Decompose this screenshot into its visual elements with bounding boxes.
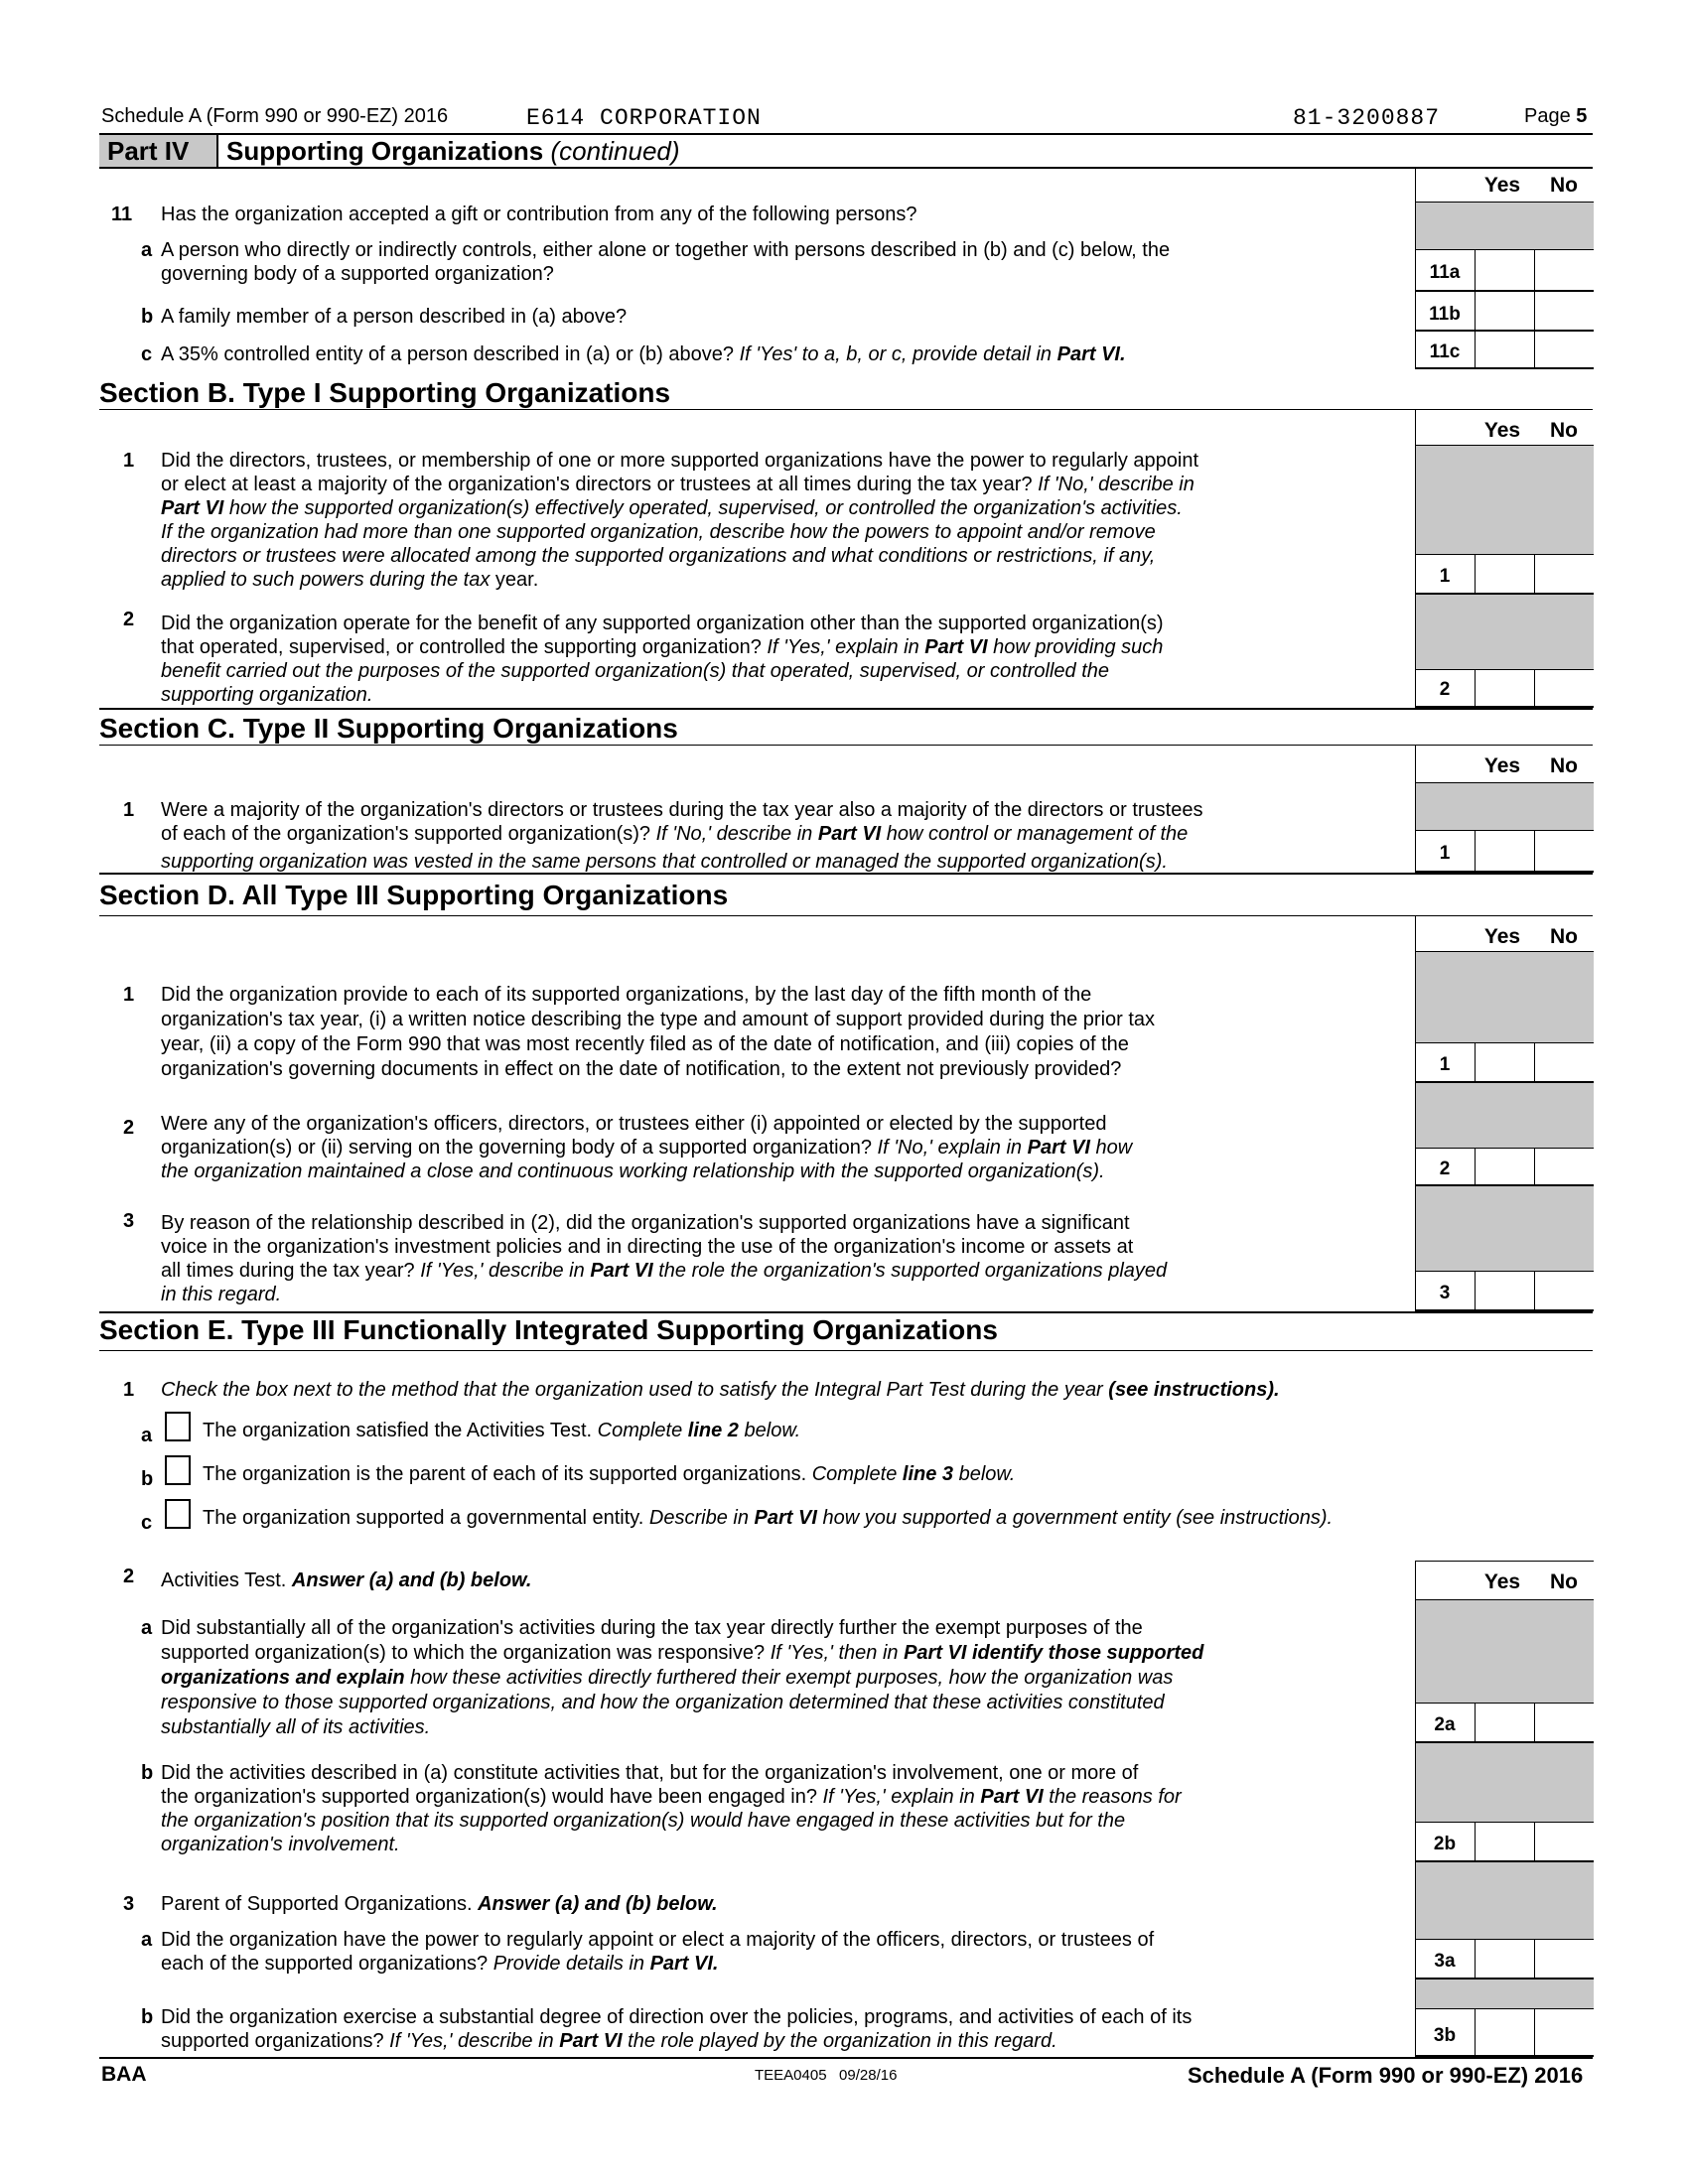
section-d-q1-line4: organization's governing documents in effect on the date of notification, to the extent not previously provided? bbox=[161, 1058, 1122, 1080]
section-e-q2b-text bbox=[161, 1761, 1328, 1856]
q11a-yes-cell[interactable] bbox=[1475, 250, 1534, 292]
section-e-q2b-line2a: the organization's supported organization(s) would have been engaged in? bbox=[161, 1786, 817, 1808]
section-d-q3-line3c: Part VI bbox=[590, 1260, 653, 1282]
section-e-q3b-line2 bbox=[161, 2029, 1328, 2053]
section-b-q1-line3-text: how the supported organization(s) effectively operated, supervised, or controlled the organization's activities. bbox=[228, 497, 1183, 519]
option-a-letter: a bbox=[141, 1425, 153, 1446]
section-e-q2a-no-cell[interactable] bbox=[1534, 1704, 1594, 1743]
section-e-q3b-yes-cell[interactable] bbox=[1475, 2009, 1534, 2057]
no-header: No bbox=[1550, 174, 1578, 197]
section-e-q2a-line2c: Part VI identify those supported bbox=[904, 1642, 1204, 1664]
section-e-q2b-line2c: Part VI bbox=[980, 1786, 1044, 1808]
option-b-plain: The organization is the parent of each of its supported organizations. bbox=[203, 1463, 807, 1485]
q11-num: 11 bbox=[111, 204, 133, 225]
form-title: Schedule A (Form 990 or 990-EZ) 2016 bbox=[101, 105, 449, 127]
option-c-checkbox[interactable] bbox=[165, 1499, 191, 1529]
option-a-plain: The organization satisfied the Activities Test. bbox=[203, 1420, 593, 1441]
q11b-yes-cell[interactable] bbox=[1475, 292, 1534, 332]
section-d-q2-shade bbox=[1415, 1083, 1594, 1149]
section-b-q2-num: 2 bbox=[123, 609, 135, 630]
section-e-q3a-line-label: 3a bbox=[1434, 1951, 1456, 1972]
ein: 81-3200887 bbox=[1293, 105, 1441, 131]
section-d-q1-line2: organization's tax year, (i) a written notice describing the type and amount of support provided during the prior tax bbox=[161, 1009, 1156, 1030]
section-d-q2-text bbox=[161, 1112, 1328, 1183]
section-d-q3-line3a: all times during the tax year? bbox=[161, 1260, 415, 1282]
section-e-q3a-yes-cell[interactable] bbox=[1475, 1940, 1534, 1979]
section-e-q2a-shade bbox=[1415, 1600, 1594, 1704]
section-c-q1-line2a: of each of the organization's supported organization(s)? bbox=[161, 823, 651, 845]
section-e-q2a-yes-cell[interactable] bbox=[1475, 1704, 1534, 1743]
option-b-checkbox[interactable] bbox=[165, 1455, 191, 1485]
section-c-no-header: No bbox=[1550, 754, 1578, 777]
section-e-title: Section E. Type III Functionally Integrated Supporting Organizations bbox=[99, 1314, 998, 1345]
section-e-q2-text bbox=[161, 1569, 1328, 1592]
yes-header: Yes bbox=[1483, 174, 1521, 197]
section-e-q2b-line2d: the reasons for bbox=[1049, 1786, 1182, 1808]
option-a-italic2: below. bbox=[744, 1420, 801, 1441]
part-title-text: Supporting Organizations bbox=[226, 136, 544, 166]
part-title-suffix: (continued) bbox=[550, 136, 680, 166]
q11-text: Has the organization accepted a gift or contribution from any of the following persons? bbox=[161, 204, 917, 225]
section-d-q1-line-label: 1 bbox=[1439, 1054, 1451, 1075]
section-d-q2-yes-cell[interactable] bbox=[1475, 1149, 1534, 1186]
section-b-yes-header: Yes bbox=[1483, 419, 1521, 442]
part-label-text: Part IV bbox=[107, 136, 190, 166]
section-d-q2-line2d: how bbox=[1095, 1137, 1133, 1159]
section-d-q2-num: 2 bbox=[123, 1117, 135, 1139]
section-e-q2b-no-cell[interactable] bbox=[1534, 1823, 1594, 1862]
section-b-q2-shade bbox=[1415, 595, 1594, 670]
option-b-italic1: Complete bbox=[811, 1463, 898, 1485]
page-number bbox=[1524, 105, 1587, 128]
section-e-q2a-line4: responsive to those supported organizations, and how the organization determined that these activities constituted bbox=[161, 1692, 1165, 1713]
section-e-q2a-letter: a bbox=[141, 1617, 153, 1639]
q11a-line2: governing body of a supported organization? bbox=[161, 263, 554, 285]
section-b-title: Section B. Type I Supporting Organizations bbox=[99, 377, 671, 408]
section-b-q1-num: 1 bbox=[123, 450, 135, 472]
section-b-q1-text bbox=[161, 449, 1328, 592]
section-e-q3b-shade bbox=[1415, 1979, 1594, 2009]
section-e-q2-plain: Activities Test. bbox=[161, 1570, 287, 1591]
option-c-italic2: how you supported a government entity (see instructions). bbox=[822, 1507, 1334, 1529]
section-d-q1-text bbox=[161, 983, 1328, 1082]
section-e-q2b-line3: the organization's position that its supported organization(s) would have engaged in these activities but for the bbox=[161, 1810, 1126, 1832]
section-e-q2b-yes-cell[interactable] bbox=[1475, 1823, 1534, 1862]
option-c-bold: Part VI bbox=[754, 1507, 817, 1529]
footer-schedule: Schedule A (Form 990 or 990-EZ) 2016 bbox=[1188, 2063, 1584, 2088]
option-c-letter: c bbox=[141, 1512, 153, 1534]
section-d-q3-line3d: the role the organization's supported organizations played bbox=[658, 1260, 1168, 1282]
section-d-q2-line3: the organization maintained a close and continuous working relationship with the supported organization(s). bbox=[161, 1160, 1105, 1182]
section-d-q2-line2a: organization(s) or (ii) serving on the governing body of a supported organization? bbox=[161, 1137, 872, 1159]
section-e-q2a-line3b: how these activities directly furthered their exempt purposes, how the organization was bbox=[410, 1667, 1174, 1689]
section-e-q2b-line2 bbox=[161, 1785, 1328, 1809]
section-e-q2a-line-label: 2a bbox=[1434, 1714, 1456, 1735]
section-b-q1-line1: Did the directors, trustees, or membership of one or more supported organizations have the power to regularly appoint bbox=[161, 450, 1198, 472]
section-c-q1-line2b: If 'No,' describe in bbox=[655, 823, 813, 845]
section-d-q3-shade bbox=[1415, 1186, 1594, 1272]
section-b-q1-line3 bbox=[161, 496, 1328, 520]
option-b-letter: b bbox=[141, 1468, 154, 1490]
section-e-q2-bold: Answer (a) and (b) below. bbox=[291, 1570, 532, 1591]
section-e-q1-italic: Check the box next to the method that the organization used to satisfy the Integral Part Test during the year bbox=[161, 1379, 1103, 1401]
section-e-q2a-text bbox=[161, 1616, 1328, 1740]
section-b-q1-shade bbox=[1415, 446, 1594, 555]
section-c-q1-line-label: 1 bbox=[1439, 843, 1451, 864]
section-e-q3b-line1: Did the organization exercise a substantial degree of direction over the policies, programs, and activities of each of its bbox=[161, 2006, 1193, 2028]
section-d-q2-line2 bbox=[161, 1136, 1328, 1160]
answer-header-cell bbox=[1415, 167, 1594, 203]
section-d-q1-line3: year, (ii) a copy of the Form 990 that was most recently filed as of the date of notification, and (iii) copies of the bbox=[161, 1033, 1129, 1055]
section-b-q2-line4: supporting organization. bbox=[161, 684, 373, 706]
option-b-bold: line 3 bbox=[902, 1463, 954, 1485]
section-e-q2a-line2a: supported organization(s) to which the organization was responsive? bbox=[161, 1642, 766, 1664]
section-c-q1-line2c: Part VI bbox=[817, 823, 882, 845]
page-num: 5 bbox=[1576, 105, 1588, 127]
option-a-bold: line 2 bbox=[687, 1420, 739, 1441]
section-d-q3-line3b: If 'Yes,' describe in bbox=[420, 1260, 585, 1282]
section-d-q3-line1: By reason of the relationship described in (2), did the organization's supported organizations have a significant bbox=[161, 1212, 1130, 1234]
section-e-q3b-line2b: If 'Yes,' describe in bbox=[389, 2030, 554, 2052]
q11c-yes-cell[interactable] bbox=[1475, 332, 1534, 369]
section-b-q1-line3-bold: Part VI bbox=[161, 497, 224, 519]
section-d-q2-line-label: 2 bbox=[1439, 1159, 1451, 1179]
option-b-italic2: below. bbox=[958, 1463, 1016, 1485]
section-e-q3a-text bbox=[161, 1928, 1328, 1976]
q11a-text bbox=[161, 238, 1328, 286]
section-c-q1-num: 1 bbox=[123, 799, 135, 821]
option-b-text bbox=[203, 1463, 1015, 1486]
section-e-q3b-line2c: Part VI bbox=[559, 2030, 623, 2052]
part-label bbox=[99, 135, 218, 167]
section-e-q3-bold: Answer (a) and (b) below. bbox=[478, 1893, 718, 1915]
section-e-q2b-line2b: If 'Yes,' explain in bbox=[822, 1786, 975, 1808]
part-title bbox=[226, 135, 680, 167]
section-e-q3b-text bbox=[161, 2005, 1328, 2053]
q11c-no-cell[interactable] bbox=[1534, 332, 1594, 369]
q11c-bold: Part VI. bbox=[1056, 343, 1126, 365]
section-e-q3b-line-label: 3b bbox=[1433, 2025, 1457, 2046]
section-b-q1-no-cell[interactable] bbox=[1534, 555, 1594, 595]
section-b-q1-line-label: 1 bbox=[1439, 566, 1451, 587]
q11b-letter: b bbox=[141, 306, 154, 328]
section-d-q2-no-cell[interactable] bbox=[1534, 1149, 1594, 1186]
section-e-q3b-line2a: supported organizations? bbox=[161, 2030, 384, 2052]
q11a-line-label: 11a bbox=[1429, 262, 1461, 283]
section-b-q1-line6 bbox=[161, 568, 1328, 592]
option-a-checkbox[interactable] bbox=[165, 1412, 191, 1441]
section-b-q1-line6b: year. bbox=[494, 569, 539, 591]
section-d-q3-line3 bbox=[161, 1259, 1328, 1283]
section-b-q2-yes-cell[interactable] bbox=[1475, 670, 1534, 708]
q11c-line-label: 11c bbox=[1429, 341, 1461, 362]
section-e-q3a-line2 bbox=[161, 1952, 1328, 1976]
option-c-text bbox=[203, 1507, 1333, 1530]
option-c-italic1: Describe in bbox=[648, 1507, 749, 1529]
section-e-q3-plain: Parent of Supported Organizations. bbox=[161, 1893, 473, 1915]
section-b-q2-line-label: 2 bbox=[1439, 679, 1451, 700]
section-b-q2-line3: benefit carried out the purposes of the supported organization(s) that operated, supervised, or controlled the bbox=[161, 660, 1110, 682]
section-d-q3-line4: in this regard. bbox=[161, 1284, 282, 1305]
page-prefix: Page bbox=[1524, 105, 1571, 127]
footer-code: TEEA0405 09/28/16 bbox=[755, 2067, 898, 2084]
section-d-q3-line-label: 3 bbox=[1439, 1283, 1451, 1303]
section-e-q2b-line4: organization's involvement. bbox=[161, 1834, 400, 1855]
section-d-q3-num: 3 bbox=[123, 1210, 135, 1232]
section-e-q2b-line1: Did the activities described in (a) constitute activities that, but for the organization's involvement, one or more of bbox=[161, 1762, 1139, 1784]
option-c-plain: The organization supported a governmental entity. bbox=[203, 1507, 644, 1529]
q11b-text: A family member of a person described in (a) above? bbox=[161, 306, 628, 328]
section-b-q2-line2 bbox=[161, 635, 1328, 659]
section-b-q2-line2d: how providing such bbox=[993, 636, 1164, 658]
section-d-q1-shade bbox=[1415, 952, 1594, 1043]
option-a-text bbox=[203, 1420, 800, 1442]
section-b-q1-line2b: If 'No,' describe in bbox=[1038, 474, 1195, 495]
section-b-q1-line4: If the organization had more than one supported organization, describe how the powers to appoint and/or remove bbox=[161, 521, 1156, 543]
section-d-q3-no-cell[interactable] bbox=[1534, 1272, 1594, 1311]
section-e-q2-num: 2 bbox=[123, 1566, 135, 1587]
q11a-letter: a bbox=[141, 239, 153, 261]
q11a-no-cell[interactable] bbox=[1534, 250, 1594, 292]
section-e-q3a-line1: Did the organization have the power to regularly appoint or elect a majority of the officers, directors, or trustees of bbox=[161, 1929, 1155, 1951]
section-e-no-header: No bbox=[1550, 1570, 1578, 1593]
section-e-q3a-line2b: Provide details in bbox=[492, 1953, 644, 1975]
section-e-q2a-line3a: organizations and explain bbox=[161, 1667, 405, 1689]
section-d-q1-line1: Did the organization provide to each of its supported organizations, by the last day of the fifth month of the bbox=[161, 984, 1092, 1006]
section-e-q1-bold: (see instructions). bbox=[1108, 1379, 1280, 1401]
section-c-yes-header: Yes bbox=[1483, 754, 1521, 777]
section-e-q2b-line-label: 2b bbox=[1433, 1834, 1457, 1854]
q11c-letter: c bbox=[141, 343, 153, 365]
section-e-q3a-letter: a bbox=[141, 1929, 153, 1951]
section-d-q1-no-cell[interactable] bbox=[1534, 1043, 1594, 1083]
section-e-q3-shade bbox=[1415, 1862, 1594, 1940]
section-d-title: Section D. All Type III Supporting Organizations bbox=[99, 880, 729, 910]
q11c-plain: A 35% controlled entity of a person described in (a) or (b) above? bbox=[161, 343, 734, 365]
section-b-no-header: No bbox=[1550, 419, 1578, 442]
section-d-q2-line2c: Part VI bbox=[1027, 1137, 1090, 1159]
section-b-q2-line2a: that operated, supervised, or controlled the supporting organization? bbox=[161, 636, 762, 658]
section-e-q2a-line3 bbox=[161, 1666, 1328, 1691]
section-c-q1-line1: Were a majority of the organization's directors or trustees during the tax year also a majority of the directors or trustees bbox=[161, 799, 1203, 821]
section-e-q2b-letter: b bbox=[141, 1762, 154, 1784]
section-e-q2a-line2 bbox=[161, 1641, 1328, 1666]
section-e-q2b-shade bbox=[1415, 1743, 1594, 1823]
section-d-q3-text bbox=[161, 1211, 1328, 1306]
section-b-q1-yes-cell[interactable] bbox=[1475, 555, 1534, 595]
q11b-no-cell[interactable] bbox=[1534, 292, 1594, 332]
q11-shade bbox=[1415, 203, 1594, 250]
section-e-q3-num: 3 bbox=[123, 1893, 135, 1915]
option-a-italic1: Complete bbox=[597, 1420, 683, 1441]
section-b-q2-line2c: Part VI bbox=[924, 636, 988, 658]
section-b-q1-line5: directors or trustees were allocated among the supported organizations and what conditions or restrictions, if any, bbox=[161, 545, 1156, 567]
section-e-q3a-line2c: Part VI. bbox=[649, 1953, 719, 1975]
q11c-italic: If 'Yes' to a, b, or c, provide detail in bbox=[739, 343, 1053, 365]
section-b-q1-line2 bbox=[161, 473, 1328, 496]
section-d-q1-yes-cell[interactable] bbox=[1475, 1043, 1534, 1083]
section-d-q3-line2: voice in the organization's investment policies and in directing the use of the organization's income or assets at bbox=[161, 1236, 1134, 1258]
section-c-q1-no-cell[interactable] bbox=[1534, 831, 1594, 873]
section-b-q2-line1: Did the organization operate for the benefit of any supported organization other than the supported organization(s) bbox=[161, 613, 1164, 634]
section-d-q3-yes-cell[interactable] bbox=[1475, 1272, 1534, 1311]
section-c-q1-line2 bbox=[161, 822, 1328, 846]
section-e-q2a-line1: Did substantially all of the organization's activities during the tax year directly further the exempt purposes of the bbox=[161, 1617, 1143, 1639]
section-b-q2-line2b: If 'Yes,' explain in bbox=[767, 636, 919, 658]
section-d-q2-line1: Were any of the organization's officers, directors, or trustees either (i) appointed or elected by the supported bbox=[161, 1113, 1107, 1135]
section-c-q1-line2d: how control or management of the bbox=[886, 823, 1189, 845]
section-e-q2a-line2b: If 'Yes,' then in bbox=[770, 1642, 899, 1664]
section-e-q3b-line2d: the role played by the organization in this regard. bbox=[628, 2030, 1057, 2052]
section-d-no-header: No bbox=[1550, 925, 1578, 948]
section-e-q3-text bbox=[161, 1892, 1328, 1916]
section-c-q1-yes-cell[interactable] bbox=[1475, 831, 1534, 873]
q11b-line-label: 11b bbox=[1429, 304, 1461, 325]
section-e-q2a-line5: substantially all of its activities. bbox=[161, 1716, 431, 1738]
section-e-q1-text bbox=[161, 1378, 1571, 1402]
section-b-q2-no-cell[interactable] bbox=[1534, 670, 1594, 708]
section-c-q1-text bbox=[161, 798, 1328, 874]
section-e-q3b-letter: b bbox=[141, 2006, 154, 2028]
section-c-title: Section C. Type II Supporting Organizations bbox=[99, 713, 678, 744]
section-d-yes-header: Yes bbox=[1483, 925, 1521, 948]
q11a-line1: A person who directly or indirectly controls, either alone or together with persons described in (b) and (c) below, the bbox=[161, 239, 1171, 261]
section-b-q2-text bbox=[161, 612, 1328, 707]
section-e-q3b-no-cell[interactable] bbox=[1534, 2009, 1594, 2057]
section-d-q2-line2b: If 'No,' explain in bbox=[877, 1137, 1023, 1159]
section-e-q1-num: 1 bbox=[123, 1379, 135, 1401]
section-e-q3a-no-cell[interactable] bbox=[1534, 1940, 1594, 1979]
section-b-q1-line6a: applied to such powers during the tax bbox=[161, 569, 491, 591]
footer-baa: BAA bbox=[101, 2063, 147, 2086]
org-name: E614 CORPORATION bbox=[526, 105, 762, 131]
section-c-q1-line3: supporting organization was vested in the same persons that controlled or managed the supported organization(s). bbox=[161, 851, 1168, 873]
section-e-yes-header: Yes bbox=[1483, 1570, 1521, 1593]
section-c-q1-shade bbox=[1415, 783, 1594, 831]
section-e-q3a-line2a: each of the supported organizations? bbox=[161, 1953, 489, 1975]
q11c-text bbox=[161, 342, 1392, 366]
section-d-q1-num: 1 bbox=[123, 984, 135, 1006]
section-b-q1-line2a: or elect at least a majority of the organization's directors or trustees at all times during the tax year? bbox=[161, 474, 1033, 495]
